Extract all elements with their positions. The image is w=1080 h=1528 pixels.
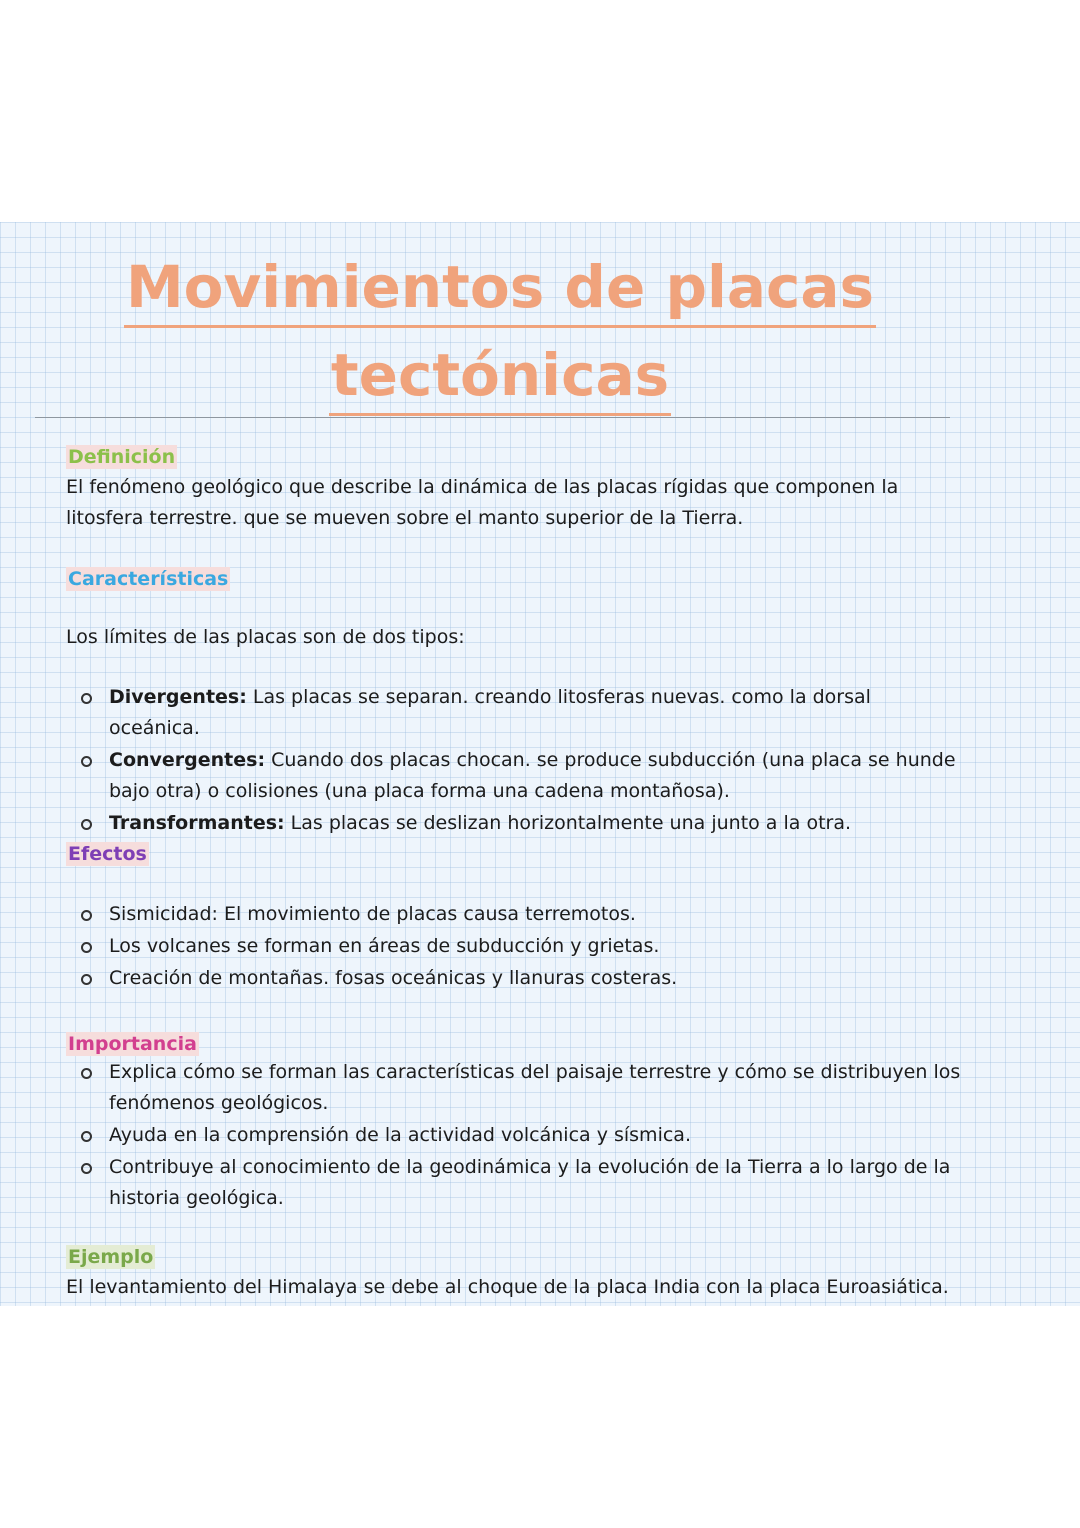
list-item: Creación de montañas. fosas oceánicas y llanuras costeras.	[66, 963, 966, 994]
list-item	[66, 682, 966, 744]
list-item: Ayuda en la comprensión de la actividad volcánica y sísmica.	[66, 1120, 966, 1151]
importancia-list	[66, 1057, 966, 1215]
caracteristicas-intro: Los límites de las placas son de dos tipos:	[66, 626, 465, 648]
list-item	[66, 808, 966, 839]
item-term: Transformantes:	[109, 812, 285, 834]
importancia-heading: Importancia	[68, 1033, 197, 1055]
ejemplo-text: El levantamiento del Himalaya se debe al choque de la placa India con la placa Euroasiática.	[66, 1276, 949, 1298]
page-title-line-2: tectónicas	[0, 346, 1000, 404]
definicion-heading: Definición	[68, 446, 176, 468]
item-term: Convergentes:	[109, 749, 266, 771]
item-term: Divergentes:	[109, 686, 247, 708]
caracteristicas-heading: Características	[68, 568, 229, 590]
item-text: Cuando dos placas chocan. se produce subducción (una placa se hunde bajo otra) o colisiones (una placa forma una cadena montañosa).	[109, 749, 956, 802]
item-text: Las placas se separan. creando litosferas nuevas. como la dorsal oceánica.	[109, 686, 871, 739]
item-text: Las placas se deslizan horizontalmente una junto a la otra.	[284, 812, 852, 834]
efectos-list	[66, 899, 966, 995]
list-item	[66, 745, 966, 807]
list-item: Contribuye al conocimiento de la geodinámica y la evolución de la Tierra a lo largo de la historia geológica.	[66, 1152, 966, 1214]
page-title-line-1: Movimientos de placas	[0, 258, 1000, 316]
title-divider	[35, 417, 950, 418]
efectos-heading: Efectos	[68, 843, 147, 865]
note-sheet	[0, 222, 1080, 1306]
list-item: Explica cómo se forman las características del paisaje terrestre y cómo se distribuyen los fenómenos geológicos.	[66, 1057, 966, 1119]
ejemplo-heading: Ejemplo	[68, 1246, 154, 1268]
list-item: Los volcanes se forman en áreas de subducción y grietas.	[66, 931, 966, 962]
caracteristicas-list	[66, 682, 966, 840]
list-item: Sismicidad: El movimiento de placas causa terremotos.	[66, 899, 966, 930]
definicion-text: El fenómeno geológico que describe la dinámica de las placas rígidas que componen la litosfera terrestre. que se mueven sobre el manto superior de la Tierra.	[66, 476, 899, 529]
